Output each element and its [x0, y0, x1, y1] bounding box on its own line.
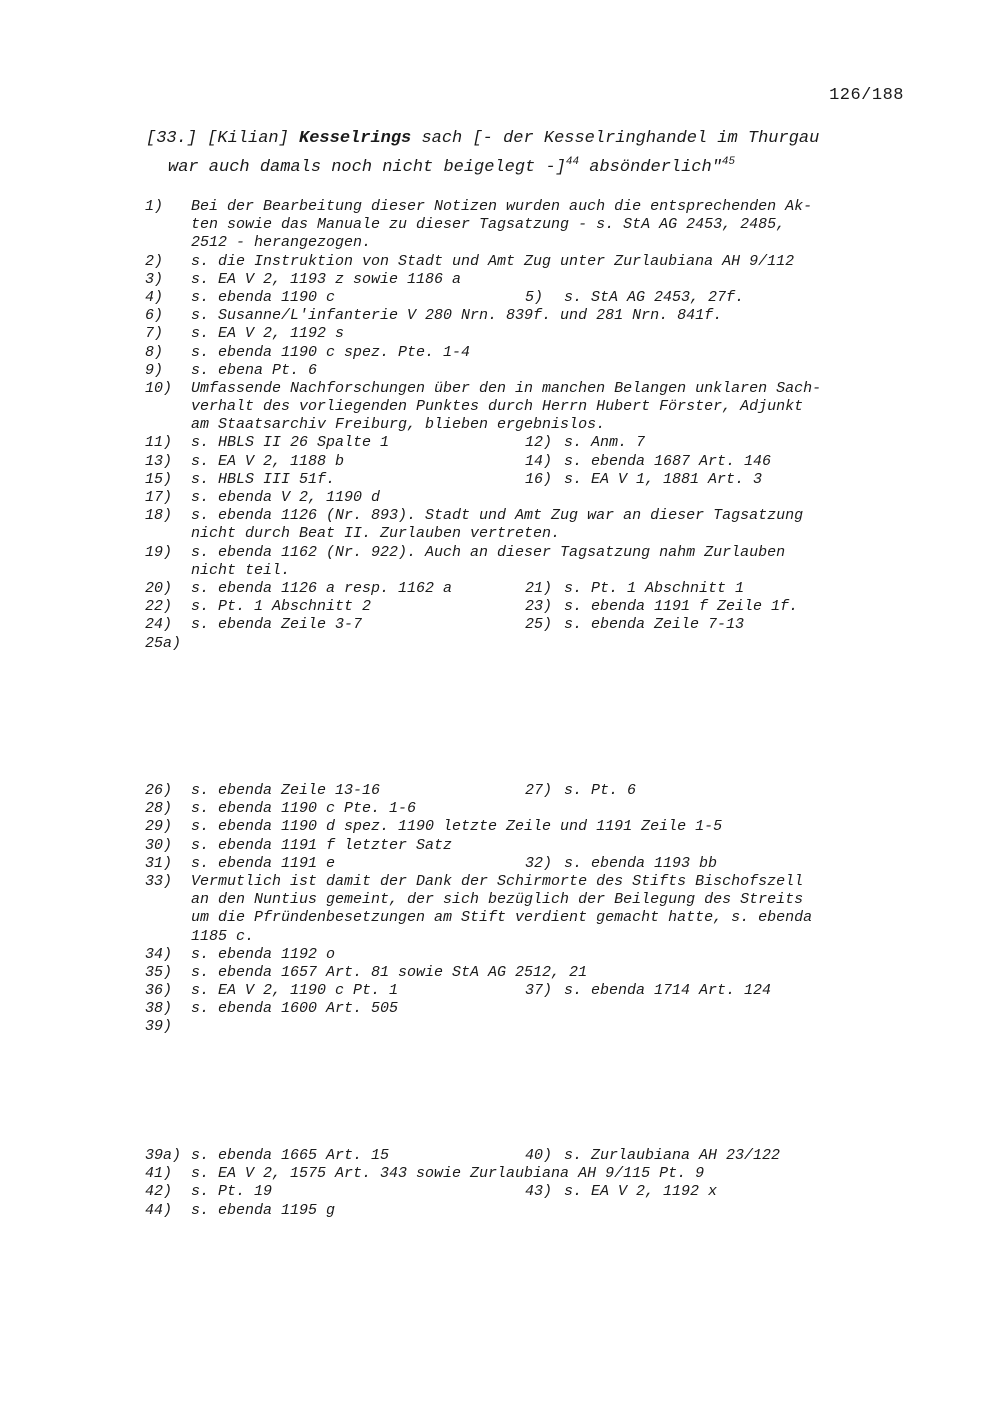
- endnote-number: 17): [145, 489, 173, 506]
- endnote: [145, 253, 905, 271]
- endnote: [145, 271, 905, 289]
- endnote-text: s. ebenda 1665 Art. 15: [191, 1147, 390, 1164]
- endnote-text: 2512 - herangezogen.: [191, 234, 372, 252]
- endnote-number: 14): [525, 452, 553, 470]
- endnote-text: s. EA V 2, 1192 x: [564, 1183, 718, 1201]
- endnote-number: 30): [145, 836, 173, 854]
- endnotes-block-3: [145, 1147, 905, 1220]
- endnote-text: s. HBLS III 51f.: [191, 470, 336, 488]
- endnote-number: 39a): [145, 1147, 182, 1164]
- endnote-text: s. Pt. 1 Abschnitt 1: [564, 579, 745, 597]
- heading-part2: sach [- der Kesselringhandel im Thurgau: [411, 129, 820, 148]
- endnote-text: s. ebenda 1190 c: [191, 288, 336, 306]
- endnote-number: 1): [145, 198, 164, 215]
- endnote: [145, 635, 905, 653]
- endnote-text: an den Nuntius gemeint, der sich bezüglich der Beilegung des Streits: [191, 891, 804, 909]
- endnote: [145, 782, 905, 800]
- endnote-number: 6): [145, 307, 164, 325]
- endnote-text: s. ebenda 1190 d spez. 1190 letzte Zeile und 1191 Zeile 1-5: [191, 818, 723, 836]
- endnote-number: 38): [145, 1000, 173, 1018]
- endnote-text: s. Pt. 6: [564, 782, 637, 799]
- endnote-number: 32): [525, 854, 553, 872]
- endnote-text: s. EA V 1, 1881 Art. 3: [564, 470, 763, 488]
- endnote-text: 1185 c.: [191, 927, 255, 945]
- endnote-number: 15): [145, 470, 173, 488]
- endnote-number: 39): [145, 1018, 173, 1036]
- endnote: [145, 964, 905, 982]
- endnote-text: s. Pt. 19: [191, 1183, 273, 1201]
- endnote: [145, 946, 905, 964]
- endnote: [145, 1018, 905, 1036]
- endnote-number: 13): [145, 452, 173, 470]
- endnote-text: s. ebenda Zeile 3-7: [191, 616, 363, 634]
- endnote: [145, 1147, 905, 1165]
- endnote: [145, 837, 905, 855]
- endnote-number: 24): [145, 616, 173, 634]
- endnote-number: 37): [525, 982, 553, 1000]
- endnotes-block-2: [145, 782, 905, 1037]
- endnote-text: s. EA V 2, 1188 b: [191, 452, 345, 470]
- endnote-number: 31): [145, 854, 173, 872]
- section-heading: [146, 124, 906, 182]
- endnote-number: 25a): [145, 634, 182, 652]
- endnote-text: s. EA V 2, 1193 z sowie 1186 a: [191, 270, 462, 288]
- endnote-number: 44): [145, 1201, 173, 1219]
- endnote-number: 22): [145, 598, 173, 616]
- endnote-text: Umfassende Nachforschungen über den in manchen Belangen unklaren Sach-: [191, 379, 822, 397]
- endnote: [145, 873, 905, 891]
- endnote: [145, 1165, 905, 1183]
- endnote-text: s. EA V 2, 1190 c Pt. 1: [191, 982, 399, 1000]
- endnote-number: 42): [145, 1183, 173, 1201]
- endnote-continuation: [145, 562, 905, 580]
- endnote: [145, 982, 905, 1000]
- endnote: [145, 380, 905, 398]
- endnote-text: s. ebena Pt. 6: [191, 361, 318, 379]
- endnote: [145, 855, 905, 873]
- endnote-text: nicht teil.: [191, 561, 291, 579]
- endnote-text: s. ebenda 1191 f Zeile 1f.: [564, 598, 799, 616]
- heading-footnote-ref-45: 45: [721, 156, 736, 168]
- endnote-text: s. ebenda 1126 (Nr. 893). Stadt und Amt Zug war an dieser Tagsatzung: [191, 507, 804, 525]
- endnote: [145, 580, 905, 598]
- endnote-text: s. StA AG 2453, 27f.: [564, 288, 745, 306]
- endnote: [145, 507, 905, 525]
- endnote-continuation: [145, 891, 905, 909]
- endnote: [145, 544, 905, 562]
- endnote-number: 41): [145, 1165, 173, 1183]
- endnote-text: s. ebenda Zeile 13-16: [191, 782, 381, 799]
- endnote: [145, 800, 905, 818]
- endnote: [145, 434, 905, 452]
- endnote-continuation: [145, 216, 905, 234]
- endnote-number: 2): [145, 252, 164, 270]
- heading-line2: war auch damals noch nicht beigelegt -]: [168, 158, 566, 177]
- endnote: [145, 471, 905, 489]
- endnote-continuation: [145, 234, 905, 252]
- endnote-text: s. ebenda 1191 e: [191, 854, 336, 872]
- endnote-text: um die Pfründenbesetzungen am Stift verdient gemacht hatte, s. ebenda: [191, 909, 813, 927]
- endnote-number: 23): [525, 598, 553, 616]
- heading-part1: [33.] [Kilian]: [146, 129, 300, 148]
- endnote-text: s. EA V 2, 1192 s: [191, 325, 345, 343]
- endnote-number: 34): [145, 945, 173, 963]
- endnote-text: s. ebenda 1714 Art. 124: [564, 982, 772, 1000]
- endnote-number: 18): [145, 507, 173, 525]
- endnote-number: 5): [525, 288, 544, 306]
- endnote-text: Vermutlich ist damit der Dank der Schirmorte des Stifts Bischofszell: [191, 872, 804, 890]
- endnote-text: s. die Instruktion von Stadt und Amt Zug unter Zurlaubiana AH 9/112: [191, 252, 795, 270]
- endnote-number: 9): [145, 361, 164, 379]
- endnote-text: s. ebenda 1192 o: [191, 945, 336, 963]
- endnote-text: s. Pt. 1 Abschnitt 2: [191, 598, 372, 616]
- endnote-text: s. ebenda 1195 g: [191, 1201, 336, 1219]
- endnote: [145, 616, 905, 634]
- endnote-text: s. EA V 2, 1575 Art. 343 sowie Zurlaubiana AH 9/115 Pt. 9: [191, 1165, 705, 1183]
- endnote-text: s. ebenda 1190 c spez. Pte. 1-4: [191, 343, 471, 361]
- endnote-number: 10): [145, 379, 173, 397]
- endnote-number: 33): [145, 872, 173, 890]
- endnote-number: 43): [525, 1183, 553, 1201]
- endnote-continuation: [145, 416, 905, 434]
- endnote-text: s. ebenda 1190 c Pte. 1-6: [191, 800, 417, 818]
- endnote-number: 3): [145, 270, 164, 288]
- endnote: [145, 1202, 905, 1220]
- endnote-number: 40): [525, 1147, 553, 1164]
- endnote: [145, 489, 905, 507]
- endnote: [145, 453, 905, 471]
- endnote: [145, 1000, 905, 1018]
- endnote-text: s. Anm. 7: [564, 434, 646, 452]
- endnote-text: s. ebenda 1657 Art. 81 sowie StA AG 2512, 21: [191, 963, 588, 981]
- endnote-text: s. Susanne/L'infanterie V 280 Nrn. 839f. und 281 Nrn. 841f.: [191, 307, 723, 325]
- endnote-number: 8): [145, 343, 164, 361]
- endnote-number: 4): [145, 288, 164, 306]
- endnote-number: 27): [525, 782, 553, 799]
- endnote-text: s. ebenda 1191 f letzter Satz: [191, 836, 453, 854]
- endnote-continuation: [145, 525, 905, 543]
- endnote-number: 21): [525, 579, 553, 597]
- endnote: [145, 344, 905, 362]
- endnote: [145, 598, 905, 616]
- endnote-number: 20): [145, 579, 173, 597]
- endnote-text: Bei der Bearbeitung dieser Notizen wurden auch die entsprechenden Ak-: [191, 198, 813, 215]
- endnote: [145, 289, 905, 307]
- endnote: [145, 362, 905, 380]
- endnote-continuation: [145, 398, 905, 416]
- endnote-text: s. HBLS II 26 Spalte 1: [191, 434, 390, 452]
- endnote-text: s. ebenda 1687 Art. 146: [564, 452, 772, 470]
- endnote-number: 25): [525, 616, 553, 634]
- endnote-text: nicht durch Beat II. Zurlauben vertreten.: [191, 525, 561, 543]
- endnote-text: s. ebenda V 2, 1190 d: [191, 489, 381, 506]
- endnotes-block-1: [145, 198, 905, 653]
- endnote-number: 29): [145, 818, 173, 836]
- endnote-text: s. ebenda Zeile 7-13: [564, 616, 745, 634]
- endnote-text: s. ebenda 1162 (Nr. 922). Auch an dieser Tagsatzung nahm Zurlauben: [191, 543, 786, 561]
- endnote-number: 36): [145, 982, 173, 1000]
- endnote-number: 19): [145, 543, 173, 561]
- endnote: [145, 198, 905, 216]
- endnote-text: s. ebenda 1193 bb: [564, 854, 718, 872]
- endnote: [145, 307, 905, 325]
- endnote-number: 12): [525, 434, 553, 452]
- page-number: 126/188: [829, 86, 904, 105]
- heading-footnote-ref-44: 44: [565, 156, 580, 168]
- endnote: [145, 818, 905, 836]
- endnote-text: s. ebenda 1126 a resp. 1162 a: [191, 579, 453, 597]
- endnote-number: 16): [525, 470, 553, 488]
- endnote-text: s. ebenda 1600 Art. 505: [191, 1000, 399, 1018]
- endnote-text: am Staatsarchiv Freiburg, blieben ergebnislos.: [191, 416, 606, 434]
- endnote: [145, 325, 905, 343]
- endnote-number: 26): [145, 782, 173, 799]
- endnote-number: 7): [145, 325, 164, 343]
- endnote-text: ten sowie das Manuale zu dieser Tagsatzung - s. StA AG 2453, 2485,: [191, 216, 786, 234]
- heading-bold-name: Kesselrings: [299, 129, 412, 148]
- endnote-continuation: [145, 909, 905, 927]
- endnote-continuation: [145, 928, 905, 946]
- endnote-number: 35): [145, 963, 173, 981]
- endnote-number: 28): [145, 800, 173, 818]
- endnote-number: 11): [145, 434, 173, 452]
- endnote: [145, 1183, 905, 1201]
- endnote-text: verhalt des vorliegenden Punktes durch Herrn Hubert Förster, Adjunkt: [191, 398, 804, 416]
- heading-part3: absönderlich": [579, 158, 722, 177]
- endnote-text: s. Zurlaubiana AH 23/122: [564, 1147, 781, 1164]
